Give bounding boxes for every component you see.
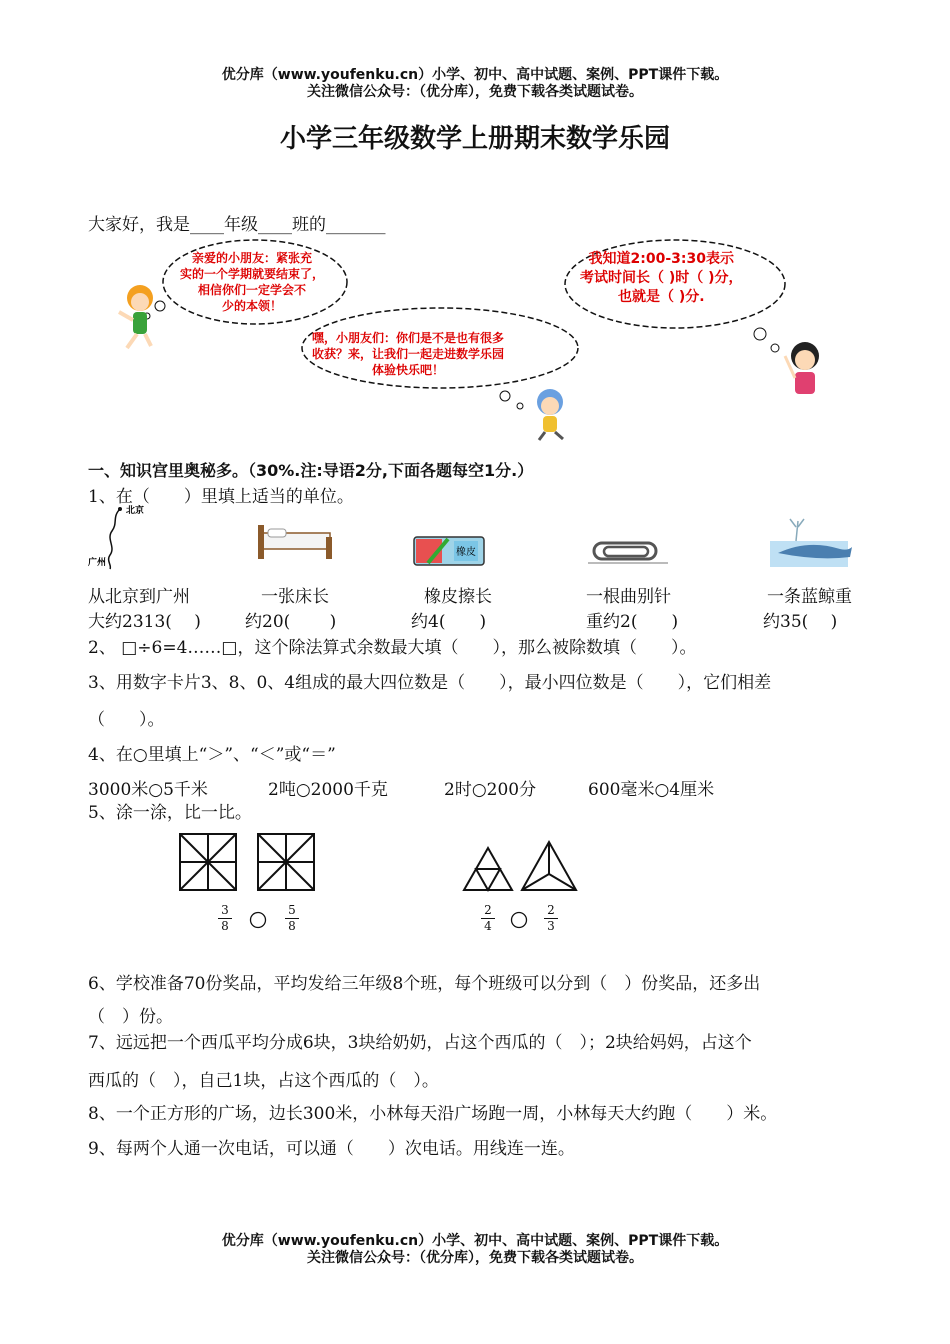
- middle-bubble-line-3: 体验快乐吧！: [372, 363, 445, 377]
- map-label-beijing: 北京: [126, 506, 145, 516]
- q6-text-line-1: 6、学校准备70份奖品，平均发给三年级8个班，每个班级可以分到（ ）份奖品，还多出: [88, 974, 761, 994]
- q4-item-3: 2时○200分: [444, 780, 537, 800]
- footer-line-1: 优分库（www.youfenku.cn）小学、初中、高中试题、案例、PPT课件下载。: [221, 1233, 729, 1249]
- q4-stem: 4、在○里填上“＞”、“＜”或“＝”: [88, 745, 336, 765]
- section-1-heading: 一、知识宫里奥秘多。（30%.注:导语2分,下面各题每空1分.）: [88, 461, 534, 480]
- q5-shapes: [178, 832, 578, 896]
- girl-figure: [785, 342, 819, 394]
- q1-item-1-name: 从北京到广州: [88, 587, 190, 607]
- compare-circle-1[interactable]: [249, 911, 267, 929]
- q1-item-5-name: 一条蓝鲸重: [767, 587, 852, 607]
- fraction-2-4-den: 4: [484, 919, 492, 933]
- eraser-label: 橡皮: [456, 547, 476, 558]
- q1-item-5-blank: 约35( ): [763, 612, 838, 632]
- fraction-2-4: [481, 904, 495, 933]
- right-bubble-line-1: 我知道2:00-3:30表示: [588, 251, 734, 267]
- compare-circle-2[interactable]: [510, 911, 528, 929]
- square-eighths-left: [180, 834, 236, 890]
- q1-pictures: [88, 503, 868, 573]
- route-map-icon: [109, 507, 122, 569]
- square-eighths-right: [258, 834, 314, 890]
- header-line-2: 关注微信公众号：（优分库），免费下载各类试题试卷。: [307, 84, 643, 100]
- q1-item-3-name: 橡皮擦长: [424, 587, 492, 607]
- triangle-quarters: [464, 848, 512, 890]
- header-line-1: 优分库（www.youfenku.cn）小学、初中、高中试题、案例、PPT课件下载。: [221, 67, 729, 83]
- fraction-2-3: [544, 904, 558, 933]
- q9-text: 9、每两个人通一次电话，可以通（ ）次电话。用线连一连。: [88, 1139, 575, 1159]
- q8-text: 8、一个正方形的广场，边长300米，小林每天沿广场跑一周，小林每天大约跑（ ）米。: [88, 1104, 778, 1124]
- fraction-5-8-den: 8: [288, 919, 296, 933]
- q1-item-4-blank: 重约2( ): [586, 612, 679, 632]
- q4-item-2: 2吨○2000千克: [268, 780, 388, 800]
- bed-icon: [258, 525, 332, 559]
- fraction-5-8-num: 5: [288, 903, 296, 917]
- boy-figure: [537, 389, 563, 440]
- q1-item-3-blank: 约4( ): [411, 612, 487, 632]
- left-bubble-line-2: 实的一个学期就要结束了，: [180, 267, 325, 281]
- blue-whale-icon: [770, 519, 852, 567]
- q6-text-line-2: （ ）份。: [88, 1007, 173, 1027]
- q3-text-line-1: 3、用数字卡片3、8、0、4组成的最大四位数是（ ），最小四位数是（ ），它们相差: [88, 673, 772, 693]
- left-bubble-line-4: 少的本领！: [222, 299, 283, 313]
- fraction-3-8-den: 8: [221, 919, 229, 933]
- left-bubble-line-1: 亲爱的小朋友：紧张充: [192, 251, 313, 265]
- q7-text-line-2: 西瓜的（ ），自己1块，占这个西瓜的（ ）。: [88, 1071, 439, 1091]
- left-bubble-line-3: 相信你们一定学会不: [198, 283, 307, 297]
- triangle-thirds: [522, 842, 576, 890]
- fraction-2-4-num: 2: [484, 903, 492, 917]
- right-bubble-line-3: 也就是（ )分.: [617, 289, 705, 305]
- right-bubble-line-2: 考试时间长（ )时（ )分，: [580, 270, 743, 286]
- fraction-2-3-den: 3: [547, 919, 555, 933]
- fraction-3-8-num: 3: [221, 903, 229, 917]
- fraction-5-8: [285, 904, 299, 933]
- q2-text: 2、 □÷6=4……□，这个除法算式余数最大填（ ），那么被除数填（ ）。: [88, 638, 697, 658]
- q1-stem: 1、在（ ）里填上适当的单位。: [88, 487, 354, 507]
- q4-item-4: 600毫米○4厘米: [588, 780, 715, 800]
- q7-text-line-1: 7、远远把一个西瓜平均分成6块，3块给奶奶，占这个西瓜的（ ）；2块给妈妈，占这个: [88, 1033, 752, 1053]
- page-title: 小学三年级数学上册期末数学乐园: [279, 124, 670, 154]
- map-label-guangzhou: 广州: [88, 558, 107, 568]
- q5-stem: 5、涂一涂，比一比。: [88, 803, 252, 823]
- q4-item-1: 3000米○5千米: [88, 780, 208, 800]
- intro-line: 大家好，我是____年级____班的_______: [88, 215, 386, 235]
- paper-clip-icon: [588, 543, 668, 563]
- footer-line-2: 关注微信公众号：（优分库），免费下载各类试题试卷。: [307, 1250, 643, 1266]
- flying-girl-figure: [119, 285, 153, 348]
- q1-item-1-blank: 大约2313( ): [88, 612, 201, 632]
- fraction-3-8: [218, 904, 232, 933]
- middle-bubble-line-1: 嘿，小朋友们：你们是不是也有很多: [312, 331, 505, 345]
- middle-bubble-line-2: 收获？来，让我们一起走进数学乐园: [312, 347, 505, 361]
- q3-text-line-2: （ ）。: [88, 710, 165, 730]
- fraction-2-3-num: 2: [547, 903, 555, 917]
- q1-item-2-name: 一张床长: [261, 587, 329, 607]
- q1-item-4-name: 一根曲别针: [586, 587, 671, 607]
- q1-item-2-blank: 约20( ): [245, 612, 337, 632]
